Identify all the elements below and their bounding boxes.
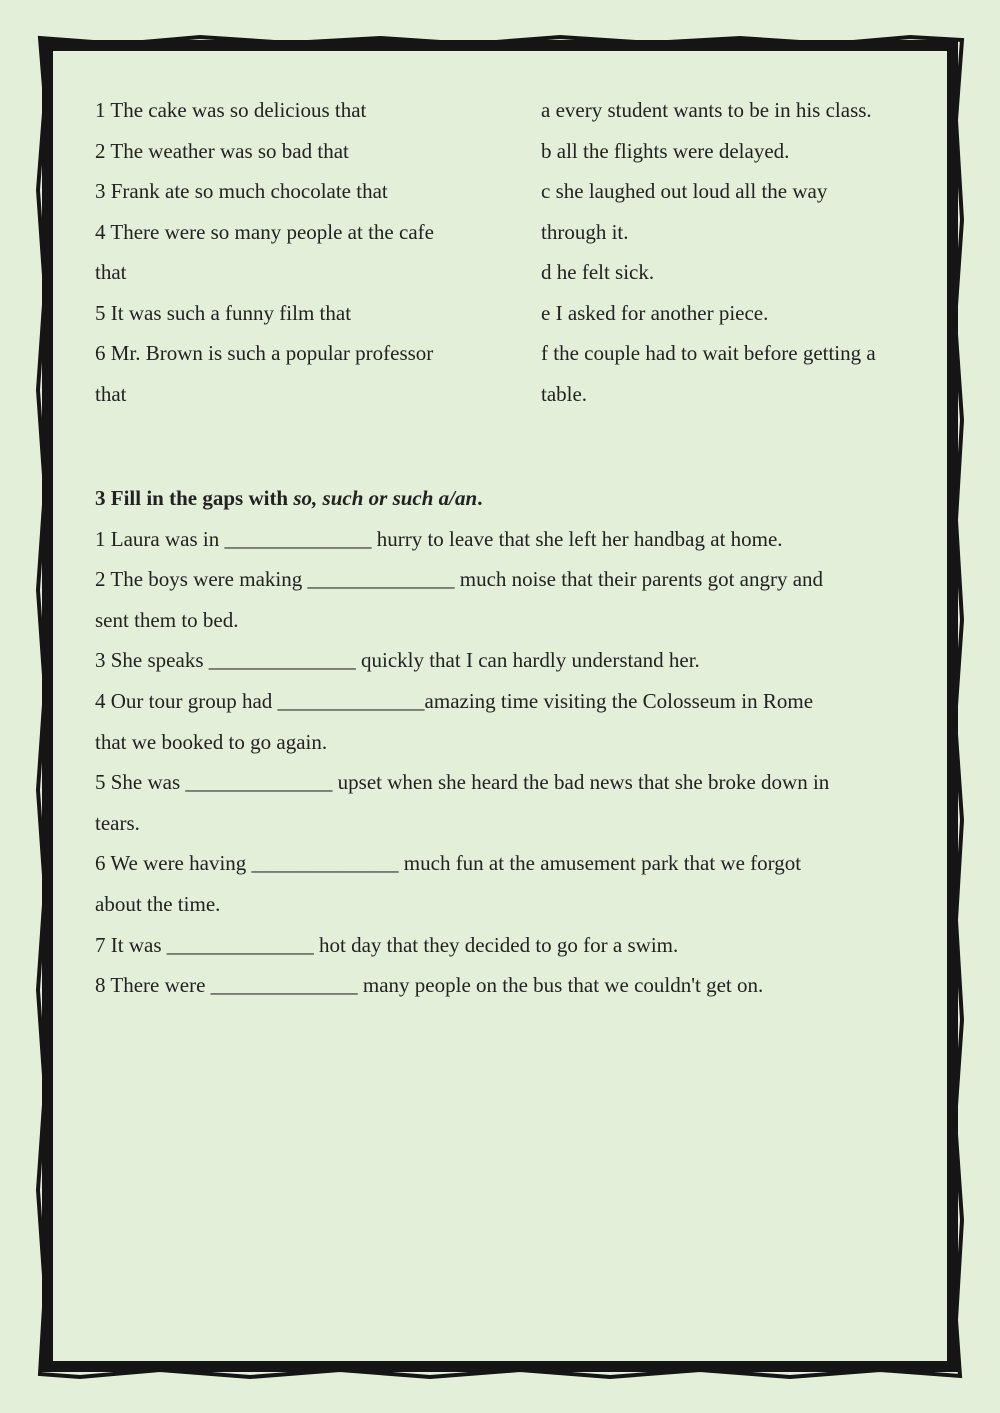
gap-sentence-8: 8 There were ______________ many people on the bus that we couldn't get on.	[95, 973, 764, 998]
sentence-beginnings	[95, 90, 495, 414]
gap-sentence-2-cont: sent them to bed.	[95, 607, 239, 632]
gap-sentence-6-cont: about the time.	[95, 891, 221, 916]
beginning-6-cont: that	[95, 381, 127, 406]
gap-sentence-5-cont: tears.	[95, 810, 140, 835]
ending-f: f the couple had to wait before getting a	[541, 341, 876, 365]
title-suffix: .	[477, 486, 483, 510]
ending-c: c she laughed out loud all the way	[541, 179, 828, 203]
sentence-endings	[541, 90, 925, 414]
beginning-1: 1 The cake was so delicious that	[95, 98, 367, 122]
fill-gaps-exercise	[95, 478, 925, 1006]
gap-sentence-4-cont: that we booked to go again.	[95, 729, 328, 754]
title-emphasis: so, such or such a/an	[293, 486, 478, 510]
ending-e: e I asked for another piece.	[541, 300, 769, 325]
exercise-3-title	[95, 478, 925, 519]
ending-b: b all the flights were delayed.	[541, 138, 790, 163]
gap-sentence-6: 6 We were having ______________ much fun at the amusement park that we forgot	[95, 851, 802, 876]
gap-sentence-2: 2 The boys were making ______________ much noise that their parents got angry and	[95, 567, 824, 592]
gap-sentence-5: 5 She was ______________ upset when she heard the bad news that she broke down in	[95, 770, 830, 795]
gap-sentence-4: 4 Our tour group had ______________amazing time visiting the Colosseum in Rome	[95, 688, 814, 713]
gap-sentence-7: 7 It was ______________ hot day that they decided to go for a swim.	[95, 932, 679, 957]
beginning-2: 2 The weather was so bad that	[95, 138, 349, 163]
beginning-4-cont: that	[95, 260, 127, 284]
beginning-4: 4 There were so many people at the cafe	[95, 219, 434, 244]
ending-f-cont: table.	[541, 381, 588, 406]
beginning-3: 3 Frank ate so much chocolate that	[95, 179, 388, 203]
ending-d: d he felt sick.	[541, 260, 655, 284]
gap-sentence-3: 3 She speaks ______________ quickly that I can hardly understand her.	[95, 648, 700, 673]
beginning-6: 6 Mr. Brown is such a popular professor	[95, 341, 434, 365]
ending-a: a every student wants to be in his class.	[541, 98, 872, 122]
beginning-5: 5 It was such a funny film that	[95, 300, 352, 325]
title-prefix: 3 Fill in the gaps with	[95, 486, 294, 510]
gap-sentence-1: 1 Laura was in ______________ hurry to leave that she left her handbag at home.	[95, 526, 783, 551]
ending-c-cont: through it.	[541, 219, 629, 244]
